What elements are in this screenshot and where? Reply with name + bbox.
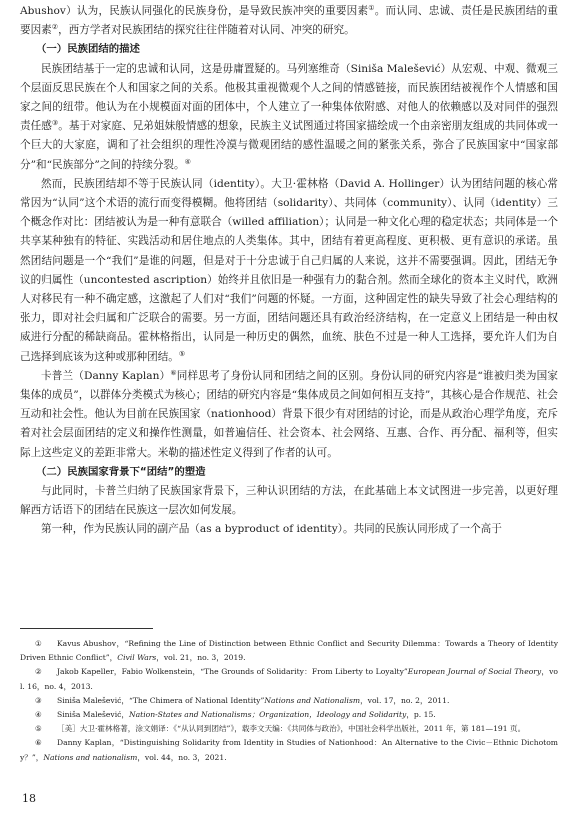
footnotes <box>20 637 558 765</box>
footnote <box>20 637 558 665</box>
paragraph-text: 。基于对家庭、兄弟姐妹般情感的想象，民族主义试图通过将国家描绘成一个由亲密朋友组成的共同体或一个巨大的大家庭，调和了社会组织的理性冷漠与微观团结的感性温暖之间的紧张关系，弥合了民族国家中“国家部分”和“民族部分”之间的持续分裂。 <box>20 120 559 171</box>
footnote-text: ，vol. 16，no. 4，2013. <box>20 667 558 691</box>
section-heading: （一）民族团结的描述 <box>36 43 140 56</box>
footnote-text: Danny Kaplan，“Distinguishing Solidarity from Identity in Studies of Nationhood：An Alternative to the Civic－Ethnic Dichotomy？”， <box>20 738 558 762</box>
footnote-journal: Nations and nationalism <box>43 752 138 762</box>
body-paragraph <box>0 175 580 367</box>
page-number: 18 <box>22 792 36 805</box>
footnote-text: ，p. 15. <box>406 710 436 720</box>
intro-paragraph <box>0 2 580 40</box>
footnote-ref: ② <box>51 23 59 32</box>
footnote-ref: ④ <box>184 157 191 166</box>
body-paragraph <box>0 60 580 175</box>
intro-text: Abushov）认为，民族认同强化的民族身份，是导致民族冲突的重要因素 <box>20 5 369 17</box>
footnote-number: ③ <box>35 695 42 705</box>
footnote-number: ② <box>35 667 42 677</box>
footnote-number: ④ <box>35 710 42 720</box>
intro-text: ，西方学者对民族团结的探究往往伴随着对认同、冲突的研究。 <box>58 24 355 37</box>
footnote-text: Kavus Abushov，“Refining the Line of Distinction between Ethnic Conflict and Security Dilemma：Towards a Theory of Identity Driven Ethnic Conflict”， <box>20 639 558 663</box>
footnote-journal: Civil Wars <box>117 653 157 663</box>
footnote-number: ① <box>35 639 42 648</box>
footnote-text: Siniša Malešević， <box>57 710 129 720</box>
footnote-text: Siniša Malešević，“The Chimera of National Identity” <box>57 695 265 705</box>
footnote <box>20 665 558 693</box>
paragraph-text: 卡普兰（Danny Kaplan） <box>41 369 171 382</box>
footnote <box>20 736 558 764</box>
footnote <box>20 722 558 736</box>
footnote <box>20 708 558 722</box>
body-paragraph <box>0 367 580 463</box>
footnote-text: Jakob Kapeller，Fabio Wolkenstein，“The Grounds of Solidarity：From Liberty to Loyalty” <box>57 667 408 677</box>
footnote-journal: Nation-States and Nationalisms；Organization，Ideology and Solidarity <box>128 710 407 720</box>
footnote-divider <box>20 628 153 629</box>
footnote-journal: European Journal of Social Theory <box>407 667 542 677</box>
footnote <box>20 694 558 708</box>
paragraph-text: 然而，民族团结却不等于民族认同（identity）。大卫·霍林格（David A. Hollinger）认为团结问题的核心常常因为“认同”这个术语的流行而变得模糊。他将团结（solidarity）、共同体（community）、认同（identity）三个概念作对比：团结被认为是一种有意联合（willed affiliation）；认同是一种文化心理的稳定状态；共同体是一个共享某种独有的特征、实践活动和居住地点的人类集体。其中，团结有着更高程度、更积极、更有意识的承诺。虽然团结问题是一个“我们”是谁的问题，但是对于十分忠诚于自己归属的人来说，这并不需要强调。因此，团结无争议的归属性（uncontested ascription）始终并且依旧是一种强有力的黏合剂。然而全球化的资本主义时代，欧洲人对移民有一种不确定感，这激起了人们对“我们”问题的怀疑。一方面，这种固定性的缺失导致了社会心理结构的张力，即对社会归属和广泛联合的需要。另一方面，团结问题还具有政治经济结构，在一定意义上团结是一种由权威进行分配的稀缺商品。霍林格指出，认同是一种历史的偶然，血统、肤色不过是一种人工选择，要允许人们为自己选择到底该为这种或那种团结。 <box>20 177 558 363</box>
body-paragraph: 与此同时，卡普兰归纳了民族国家背景下，三种认识团结的方法，在此基础上本文试图进一步完善，以更好理解西方话语下的团结在民族这一层次如何发展。 <box>20 485 558 517</box>
footnote-journal: Nations and Nationalism <box>264 695 361 705</box>
footnote-ref: ③ <box>51 119 59 128</box>
paragraph-text: 民族团结基于一定的忠诚和认同，这是毋庸置疑的。马列塞维奇（Siniša Malešević）从宏观、中观、微观三个层面反思民族在个人和国家之间的关系。他极其重视微观个人之间的情感链接，而民族团结被视作个人情感和国家之间的纽带。他认为在小规模面对面的团体中，个人建立了一种集体依附感、对他人的依赖感以及对同伴的强烈责任感 <box>20 62 558 133</box>
footnote-text: ，vol. 21，no. 3，2019. <box>156 653 246 663</box>
footnote-text: ［美］大卫·霍林格著，涂文娟译：《“从认同到团结”》，载李文天编：《共同体与政治》，中国社会科学出版社，2011 年，第 181—191 页。 <box>57 724 526 734</box>
footnote-ref: ⑤ <box>178 349 186 358</box>
footnote-text: ，vol. 17，no. 2，2011. <box>360 695 450 705</box>
footnote-ref: ⑥ <box>170 368 177 377</box>
footnote-text: ，vol. 44，no. 3，2021. <box>137 752 227 762</box>
intro-text: 。而认同、忠诚、责任是民族团结的重要因素 <box>20 5 559 37</box>
body-paragraph: 第一种，作为民族认同的副产品（as a byproduct of identity）。共同的民族认同形成了一个高于 <box>41 523 502 536</box>
footnote-number: ⑤ <box>35 724 42 734</box>
section-heading: （二）民族国家背景下“团结”的塑造 <box>36 465 206 478</box>
footnote-number: ⑥ <box>35 738 42 748</box>
paragraph-text: 同样思考了身份认同和团结之间的区别。身份认同的研究内容是“谁被归类为国家集体的成员”，以群体分类模式为核心；团结的研究内容是“集体成员之间如何相互支持”，其核心是合作规范、社会互动和社会性。他认为目前在民族国家（nationhood）背景下很少有对团结的讨论，而是从政治心理学角度，充斥着对社会层面团结的定义和操作性测量，如普遍信任、社会资本、社会网络、互惠、合作、再分配、福利等，但实际上这些定义的差距非常大。米勒的描述性定义得到了作者的认可。 <box>20 369 558 459</box>
footnote-ref: ① <box>368 4 375 12</box>
